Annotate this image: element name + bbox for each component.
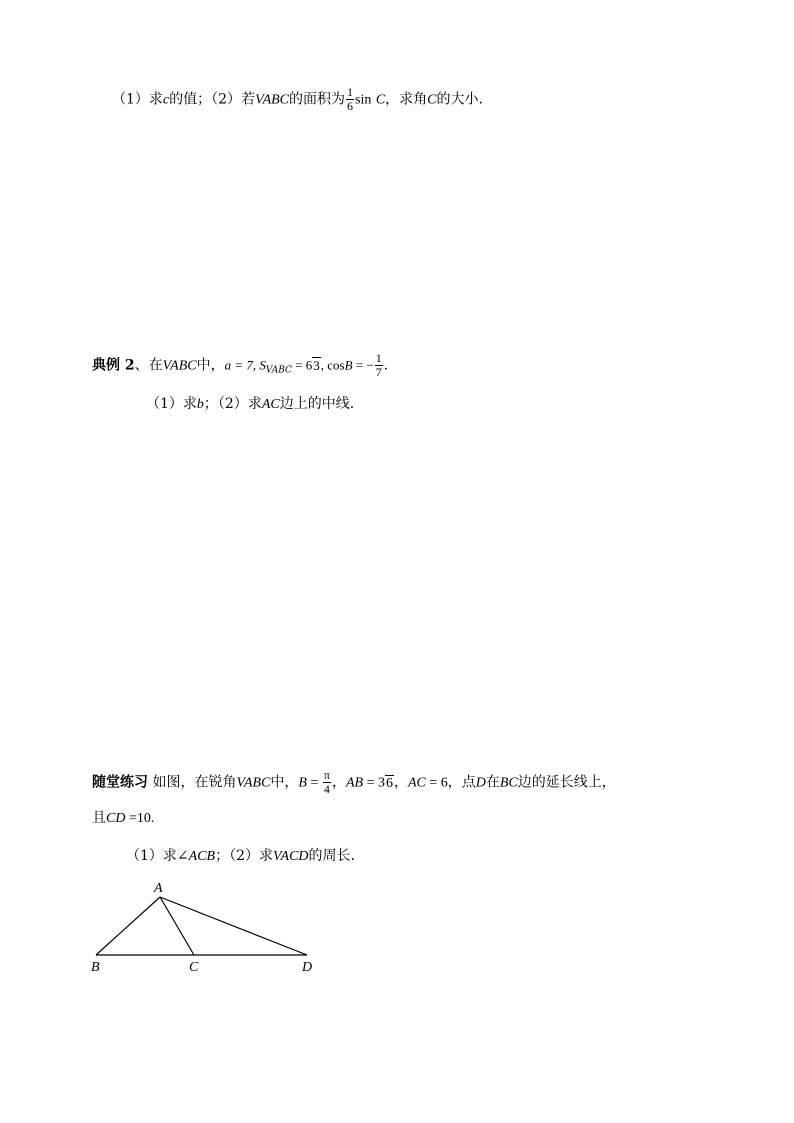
practice-line-2 xyxy=(92,808,154,829)
ex2-eq-d: = − xyxy=(352,357,374,373)
ex2-sep: 、在 xyxy=(134,357,163,374)
practice-l2-a: 且 xyxy=(92,810,106,826)
practice-s3: 的周长. xyxy=(308,848,355,864)
q1-text-c: 的面积为 xyxy=(289,91,346,108)
question-1-line xyxy=(112,86,483,113)
ex2-sub-c: 边上的中线. xyxy=(279,396,355,412)
ex2-eq-b: = 6 xyxy=(291,357,313,373)
practice-text-f: 在 xyxy=(485,774,500,791)
practice-triangle-acd: VACD xyxy=(273,849,309,864)
label-D: D xyxy=(302,960,313,975)
label-A: A xyxy=(154,881,163,896)
ex2-eq-a: a = 7, S xyxy=(224,357,266,373)
segment-AB xyxy=(96,897,160,955)
var-b: b xyxy=(196,397,204,412)
ex2-sub-a: （1）求 xyxy=(146,396,197,412)
ex2-eq-c: , cos xyxy=(320,357,345,373)
practice-eq-AB: = 3 xyxy=(363,775,385,791)
example-2-title: 典例 2 xyxy=(92,357,135,374)
practice-line-1 xyxy=(92,769,616,796)
ex2-end: . xyxy=(383,357,389,374)
q1-text-b: 的值；（2）若 xyxy=(169,91,256,108)
practice-subquestions xyxy=(126,846,355,867)
var-C: C xyxy=(375,92,386,108)
example-2-line xyxy=(92,352,388,381)
q1-text-e: 的大小. xyxy=(436,91,483,108)
practice-var-CD: CD xyxy=(106,811,126,826)
frac-num: 1 xyxy=(347,85,354,99)
practice-s2: ；（2）求 xyxy=(215,848,274,864)
practice-var-AB: AB xyxy=(345,775,364,791)
sqrt-6: 6 xyxy=(385,775,393,791)
practice-text-a: 如图，在锐角 xyxy=(148,774,237,791)
practice-s1: （1）求∠ xyxy=(126,848,189,864)
label-C: C xyxy=(189,960,199,975)
practice-text-d: ， xyxy=(393,774,408,791)
ex2-triangle: VABC xyxy=(162,358,197,374)
q1-text-a: （1）求 xyxy=(112,91,163,108)
var-c: c xyxy=(162,92,170,108)
practice-text-c: ， xyxy=(331,774,346,791)
frac-num-2: 1 xyxy=(375,351,382,365)
practice-eq-B: = xyxy=(306,775,322,791)
practice-var-AC: AC xyxy=(407,775,426,791)
practice-var-ACB: ACB xyxy=(188,849,216,864)
sin-func: sin xyxy=(355,92,372,108)
ex2-sub-b: ；（2）求 xyxy=(203,396,262,412)
ex2-sub: VABC xyxy=(265,365,292,376)
frac-four: 4 xyxy=(323,782,330,796)
practice-l2-b: =10. xyxy=(125,811,155,826)
triangle-figure xyxy=(80,875,340,985)
q1-text-d: ，求角 xyxy=(385,91,428,108)
var-C-2: C xyxy=(427,92,437,108)
frac-pi: π xyxy=(323,768,330,782)
practice-text-b: 中， xyxy=(270,774,299,791)
frac-den-2: 7 xyxy=(375,365,382,379)
practice-text-e: ，点 xyxy=(447,774,476,791)
fraction-one-sixth xyxy=(346,86,354,113)
practice-var-B: B xyxy=(298,775,307,791)
example-2-subquestions xyxy=(146,394,354,415)
label-B: B xyxy=(91,960,100,975)
var-AC: AC xyxy=(261,397,280,412)
practice-text-g: 边的延长线上， xyxy=(517,774,616,791)
frac-den: 6 xyxy=(347,99,354,113)
sqrt-3: 3 xyxy=(313,357,320,373)
practice-var-D: D xyxy=(475,775,486,791)
practice-triangle: VABC xyxy=(236,775,271,791)
segment-AC xyxy=(160,897,194,955)
ex2-mid: 中， xyxy=(196,357,225,374)
fraction-pi-over-4 xyxy=(323,769,331,796)
segment-AD xyxy=(160,897,307,955)
triangle-abc: VABC xyxy=(255,92,290,108)
ex2-var-B: B xyxy=(344,357,353,373)
fraction-one-seventh xyxy=(375,352,383,379)
practice-eq-AC: = 6 xyxy=(425,775,448,791)
practice-var-BC: BC xyxy=(499,775,518,791)
practice-title: 随堂练习 xyxy=(92,774,148,791)
